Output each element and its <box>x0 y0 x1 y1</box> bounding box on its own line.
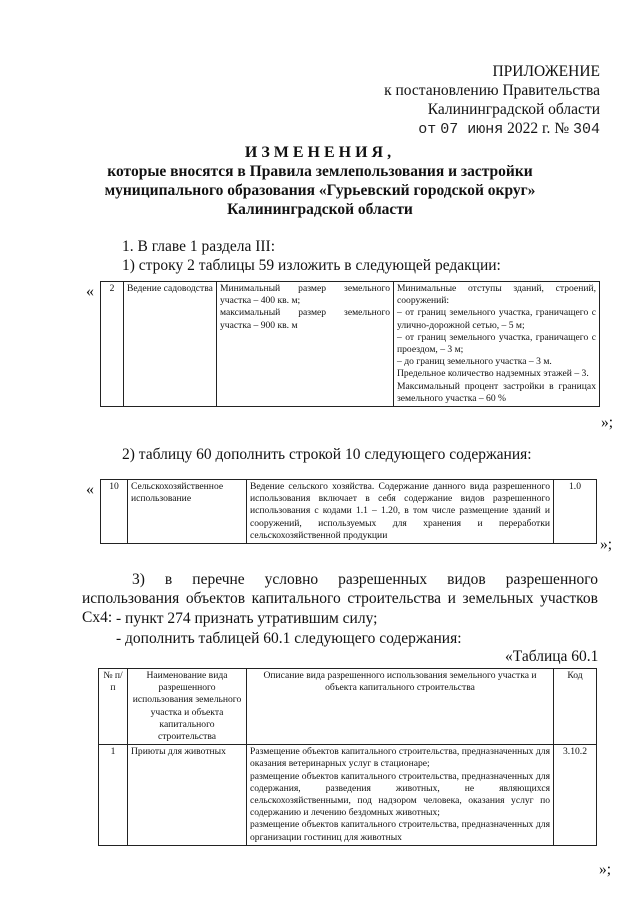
number-sign: № <box>554 120 570 137</box>
title-line-2: муниципального образования «Гурьевский городской округ» <box>104 182 536 199</box>
setback-line: – до границ земельного участка – 3 м. <box>397 356 552 368</box>
table60-code: 1.0 <box>554 480 597 544</box>
decree-number: 304 <box>572 121 600 138</box>
table60-description: Ведение сельского хозяйства. Содержание данного вида разрешенного использования включает в себя содержание видов разрешенного использования с кодами 1.1 – 1.20, в том числе размещение зданий и сооружений, используемых для хранения и переработки сельскохозяйственной продукции <box>247 480 554 544</box>
row-num: 1 <box>99 745 128 846</box>
close-quote-table59: »; <box>601 414 614 431</box>
title-line-3: Калининградской области <box>227 201 413 218</box>
title-heading: ИЗМЕНЕНИЯ, <box>244 144 396 161</box>
table59-num: 2 <box>101 282 124 407</box>
appendix-decree: к постановлению Правительства <box>384 82 600 99</box>
header-num: № п/п <box>99 669 128 745</box>
open-quote-table59: « <box>86 283 94 300</box>
setback-line: Предельное количество надземных этажей – 3. <box>397 368 589 380</box>
table-row <box>101 480 597 544</box>
setback-line: – от границ земельного участка, граничащего с проездом, – 3 м; <box>397 331 596 356</box>
close-quote-table601: »; <box>599 861 612 878</box>
paragraph-sx4: 3) в перечне условно разрешенных видов разрешенного использования объектов капитального строительства и земельных участков Сх4: <box>82 571 598 626</box>
document-title <box>90 143 550 219</box>
appendix-title: ПРИЛОЖЕНИЕ <box>492 63 600 80</box>
table-60 <box>100 479 597 544</box>
title-line-1: которые вносятся в Правила землепользования и застройки <box>107 163 533 180</box>
date-prefix: от <box>418 121 437 138</box>
description-part: размещение объектов капитального строительства, предназначенных для организации гостиниц для животных <box>250 819 550 843</box>
table60-num: 10 <box>101 480 128 544</box>
paragraph-row2: 1) строку 2 таблицы 59 изложить в следующей редакции: <box>122 257 501 274</box>
table60-name: Сельскохозяйственное использование <box>128 480 247 544</box>
header-name: Наименование вида разрешенного использования земельного участка и объекта капитального строительства <box>128 669 247 745</box>
table59-setbacks <box>394 282 600 407</box>
setback-line: Максимальный процент застройки в границах земельного участка – 60 % <box>397 380 596 404</box>
header-description: Описание вида разрешенного использования земельного участка и объекта капитального строительства <box>247 669 554 745</box>
paragraph-add-table: - дополнить таблицей 60.1 следующего содержания: <box>116 630 462 647</box>
table59-sizes <box>217 282 394 407</box>
table-row <box>99 745 597 846</box>
table59-size-min: Минимальный размер земельного участка – 400 кв. м; <box>220 283 390 307</box>
description-part: Размещение объектов капитального строительства, предназначенных для оказания ветеринарных услуг в стационаре; <box>250 746 550 770</box>
setback-line: Минимальные отступы зданий, строений, сооружений: <box>397 283 596 307</box>
decree-year: 2022 г. <box>507 120 551 137</box>
table-60-1 <box>98 668 597 846</box>
table-row <box>101 282 600 407</box>
decree-date: 07 июня <box>440 121 504 138</box>
header-code: Код <box>554 669 597 745</box>
paragraph-table60: 2) таблицу 60 дополнить строкой 10 следующего содержания: <box>122 446 532 463</box>
table59-size-max: максимальный размер земельного участка – 900 кв. м <box>220 307 390 331</box>
table59-name: Ведение садоводства <box>124 282 217 407</box>
description-part: размещение объектов капитального строительства, предназначенных для содержания, разведения животных, не являющихся сельскохозяйственными, под надзором человека, оказания услуг по содержанию и лечению бездомных животных; <box>250 770 550 819</box>
row-description <box>247 745 554 846</box>
appendix-date-line <box>380 119 600 139</box>
row-name: Приюты для животных <box>128 745 247 846</box>
paragraph-item274: - пункт 274 признать утратившим силу; <box>116 610 378 627</box>
row-code: 3.10.2 <box>554 745 597 846</box>
table-header-row <box>99 669 597 745</box>
table-59 <box>100 281 600 407</box>
table-601-label: «Таблица 60.1 <box>505 648 599 665</box>
close-quote-table60: »; <box>600 536 613 553</box>
appendix-region: Калининградской области <box>427 101 600 118</box>
appendix-block <box>380 62 600 139</box>
paragraph-chapter: 1. В главе 1 раздела III: <box>122 238 276 255</box>
setback-line: – от границ земельного участка, граничащего с улично-дорожной сетью, – 5 м; <box>397 307 596 331</box>
open-quote-table60: « <box>86 481 94 498</box>
